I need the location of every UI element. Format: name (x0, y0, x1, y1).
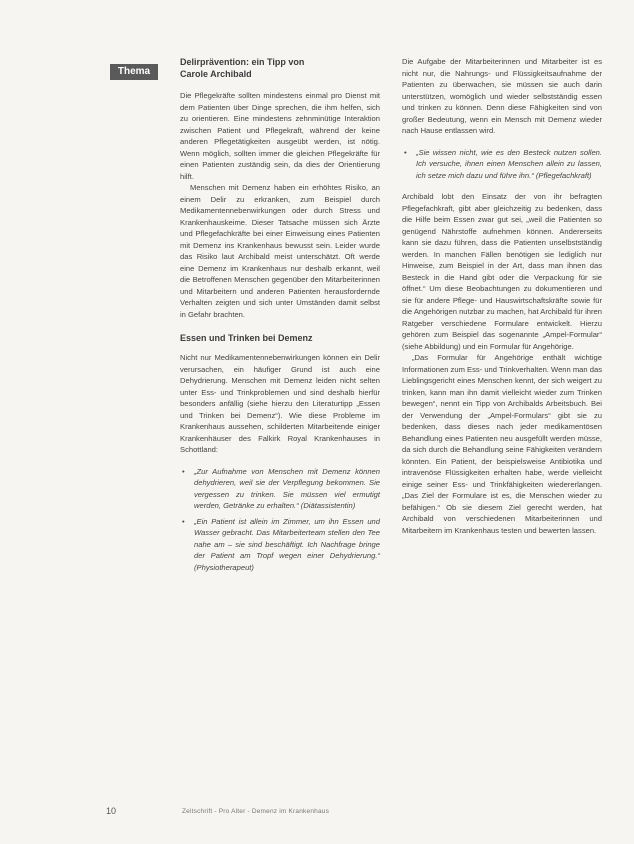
section-paragraph: Nicht nur Medikamentennebenwirkungen können ein Delir verursachen, ein häufiger Grund ist auch eine Dehydrierung. Menschen mit Demenz leiden nicht selten unter Ess- und Trinkproblemen und sind deshalb hierfür besonders anfällig (siehe hierzu den Literaturtipp „Essen und Trinken bei Demenz“). Wie diese Probleme im Krankenhaus aussehen, schilderten Mitarbeitende einiger Krankenhäuser des Falkirk Royal Krankenhauses in Schottland: (180, 353, 380, 454)
bullet-icon: • (404, 147, 407, 157)
quote-text: „Zur Aufnahme von Menschen mit Demenz können dehydrieren, weil sie der Verpflegung bekommen. Sie vergessen zu trinken. Sie müssen viel ermutigt werden, Getränke zu erhalten.“ (Diätassistentin) (194, 466, 380, 510)
right-column (402, 56, 602, 536)
footer-source: Zeitschrift - Pro Alter - Demenz im Krankenhaus (182, 808, 330, 815)
page-number: 10 (106, 806, 117, 816)
left-paragraph-2: Menschen mit Demenz haben ein erhöhtes Risiko, an einem Delir zu erkranken, zum Beispiel durch Medikamentennebenwirkungen oder durch Stress und Krankenhauskeime. Dieser Tatsache müssen sich Ärzte und Pflegefachkräfte bei einer Einweisung eines Patienten mit Demenz ins Krankenhaus bewusst sein. Leider wurde das Risiko laut Archibald meist unterschätzt. Oft werde eine Demenz im Krankenhaus nur deshalb erkannt, weil die Betroffenen Menschen gegenüber den Mitarbeiterinnen und Mitarbeitern und anderen Patienten herausfordernde Verhalten zeigten und sich unter Umständen damit selbst in Gefahr brachten. (180, 183, 380, 319)
quote-item (180, 466, 380, 512)
right-quote-list (402, 147, 602, 182)
section-heading: Essen und Trinken bei Demenz (180, 333, 313, 343)
title-line-1: Delirprävention: ein Tipp von (180, 57, 305, 67)
title-line-2: Carole Archibald (180, 69, 252, 79)
bullet-icon: • (182, 466, 185, 476)
quote-item (180, 516, 380, 574)
left-quote-list (180, 466, 380, 574)
quote-item (402, 147, 602, 182)
right-paragraph-2: Archibald lobt den Einsatz der von ihr befragten Pflegefachkraft, gibt aber gleichzeitig zu bedenken, dass die Hilfe beim Essen zwar gut sei, „weil die Patienten so genügend Nährstoffe aufnehmen können. Andererseits kann sie dazu führen, dass die Patienten unselbstständig werden. In manchen Fällen benötigen sie lediglich nur Hinweise, zum Beispiel in der Art, dass man ihnen das Besteck in die Hand gibt oder die Verpackung für sie öffnet.“ Um diese Beobachtungen zu dokumentieren und sie für andere Pflege- und Hauswirtschaftskräfte sowie für die Angehörigen nutzbar zu machen, hat Archibald für ihren Ratgeber verschiedene Formulare entwickelt. Hierzu gehören zum Beispiel das sogenannte „Ampel-Formular“ (siehe Abbildung) und ein Formular für Angehörige. (402, 192, 602, 351)
right-paragraph-1: Die Aufgabe der Mitarbeiterinnen und Mitarbeiter ist es nicht nur, die Nahrungs- und Flüssigkeitsaufnahme der Patienten zu überwachen, sie müssen sie auch darin unterstützen, womöglich und wieder selbstständig essen und trinken zu können. Denn diese Fähigkeiten sind von großer Bedeutung, wenn ein Mensch mit Demenz wieder nach Hause entlassen wird. (402, 57, 602, 135)
article-title (180, 56, 380, 80)
left-column (180, 56, 380, 583)
quote-text: „Sie wissen nicht, wie es den Besteck nutzen sollen. Ich versuche, ihnen einen Menschen allein zu lassen, ich setze mich dazu und führe ihn.“ (Pflegefachkraft) (416, 147, 602, 180)
quote-text: „Ein Patient ist allein im Zimmer, um ihn Essen und Wasser gebracht. Das Mitarbeiterteam stellen den Tee nahe am – sie sind beschäftigt. Ich Nachfrage bringe der Patient am Tropf wegen einer Dehydrierung.“ (Physiotherapeut) (194, 516, 380, 572)
bullet-icon: • (182, 516, 185, 526)
left-paragraph-1: Die Pflegekräfte sollten mindestens einmal pro Dienst mit dem Patienten über Dinge sprechen, die ihm helfen, sich zu orientieren. Eine mindestens zehnminütige Interaktion zwischen Patient und Pflegekraft, während der keine anderen Pflegetätigkeiten ausgeübt werden, ist nötig. Wenn möglich, sollten immer die gleichen Pflegekräfte für einen Patienten zuständig sein, da dies der Orientierung hilft. (180, 91, 380, 181)
section-tag: Thema (110, 64, 158, 80)
right-paragraph-3: „Das Formular für Angehörige enthält wichtige Informationen zum Ess- und Trinkverhalten. Wenn man das Lieblingsgericht eines Menschen kennt, der sich weigert zu trinken, kann man ihn damit vielleicht wieder zum Trinken bewegen“, nennt ein Tipp von Archibalds Arbeitsbuch. Bei der Verwendung der „Ampel-Formulars“ gibt sie zu bedenken, dass dieses nach jeder medikamentösen Behandlung eines Patienten neu ausgefüllt werden müsse, da sich durch die Behandlung seine Fähigkeiten verändern könnten. Ein Patient, der beispielsweise Antibiotika und intravenöse Flüssigkeiten erhalten habe, werde vielleicht einige seiner Ess- und Trinkfähigkeiten wiedererlangen. „Das Ziel der Formulare ist es, die Menschen wieder zu befähigen.“ Ob sie diesem Ziel gerecht werden, hat Archibald von verschiedenen Mitarbeiterinnen und Mitarbeitern im Krankenhaus testen und bewerten lassen. (402, 353, 602, 535)
